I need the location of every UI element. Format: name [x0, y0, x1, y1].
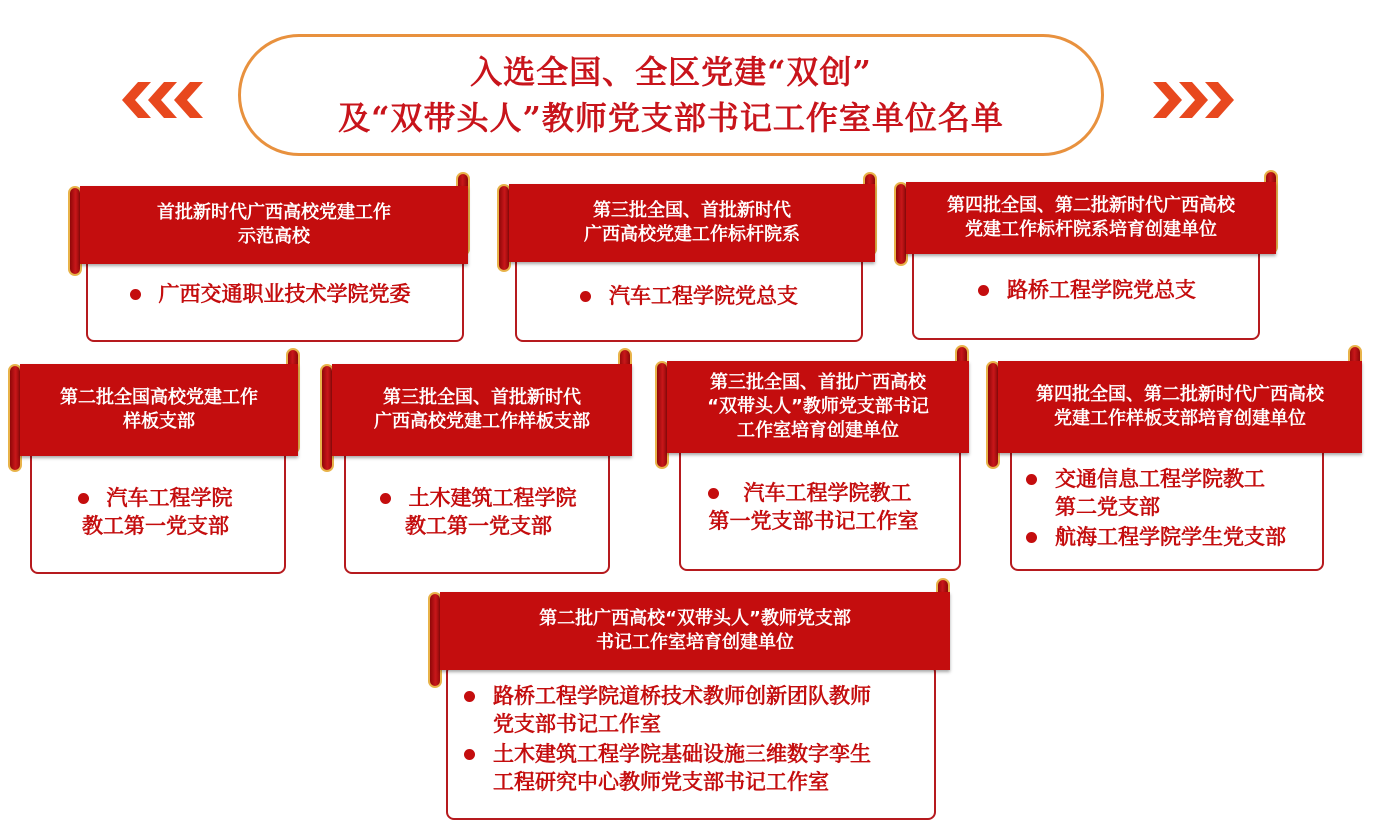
- card-provincial-secretary-studio: [428, 578, 952, 822]
- bullet-icon: [708, 488, 719, 499]
- list-item: 土木建筑工程学院 教工第一党支部: [320, 484, 636, 540]
- bullet-icon: [380, 493, 391, 504]
- page-title-line-2: 及“双带头人”教师党支部书记工作室单位名单: [338, 99, 1004, 137]
- bullet-icon: [464, 691, 475, 702]
- list-item: 汽车工程学院教工 第一党支部书记工作室: [708, 481, 919, 533]
- card-heading: 第三批全国、首批新时代 广西高校党建工作标杆院系: [509, 184, 875, 262]
- card-demonstration-university: [68, 172, 472, 344]
- list-item: 广西交通职业技术学院党委: [68, 280, 472, 308]
- card-heading: 第二批全国高校党建工作 样板支部: [20, 364, 298, 456]
- bullet-icon: [78, 493, 89, 504]
- list-item: 路桥工程学院党总支: [894, 276, 1280, 304]
- card-model-branch-provincial: [320, 348, 636, 576]
- card-benchmark-department: [497, 172, 881, 344]
- list-item: 路桥工程学院道桥技术教师创新团队教师 党支部书记工作室: [464, 682, 952, 738]
- list-item: 航海工程学院学生党支部: [1026, 523, 1364, 551]
- list-item: 土木建筑工程学院基础设施三维数字孪生 工程研究中心教师党支部书记工作室: [464, 740, 952, 796]
- card-heading: 第三批全国、首批广西高校 “双带头人”教师党支部书记 工作室培育创建单位: [667, 361, 969, 453]
- left-chevrons-icon: [122, 82, 208, 118]
- card-benchmark-department-cultivation: [894, 170, 1280, 342]
- list-item: 交通信息工程学院教工 第二党支部: [1026, 465, 1364, 521]
- bullet-icon: [1026, 474, 1037, 485]
- card-model-branch-cultivation: [986, 345, 1364, 573]
- bullet-icon: [580, 291, 591, 302]
- card-heading: 第二批广西高校“双带头人”教师党支部 书记工作室培育创建单位: [440, 592, 950, 670]
- list-item: 汽车工程学院党总支: [497, 282, 881, 310]
- right-chevrons-icon: [1148, 82, 1234, 118]
- title-banner: [238, 34, 1104, 156]
- page-title-line-1: 入选全国、全区党建“双创”: [470, 53, 872, 91]
- card-secretary-studio-cultivation: [655, 345, 971, 573]
- card-heading: 第四批全国、第二批新时代广西高校 党建工作标杆院系培育创建单位: [906, 182, 1276, 254]
- bullet-icon: [978, 285, 989, 296]
- card-heading: 第三批全国、首批新时代 广西高校党建工作样板支部: [332, 364, 632, 456]
- bullet-icon: [130, 289, 141, 300]
- card-heading: 第四批全国、第二批新时代广西高校 党建工作样板支部培育创建单位: [998, 361, 1362, 453]
- bullet-icon: [1026, 532, 1037, 543]
- card-heading: 首批新时代广西高校党建工作 示范高校: [80, 186, 468, 264]
- card-model-branch: [8, 348, 302, 576]
- bullet-icon: [464, 749, 475, 760]
- list-item: 汽车工程学院 教工第一党支部: [8, 484, 302, 540]
